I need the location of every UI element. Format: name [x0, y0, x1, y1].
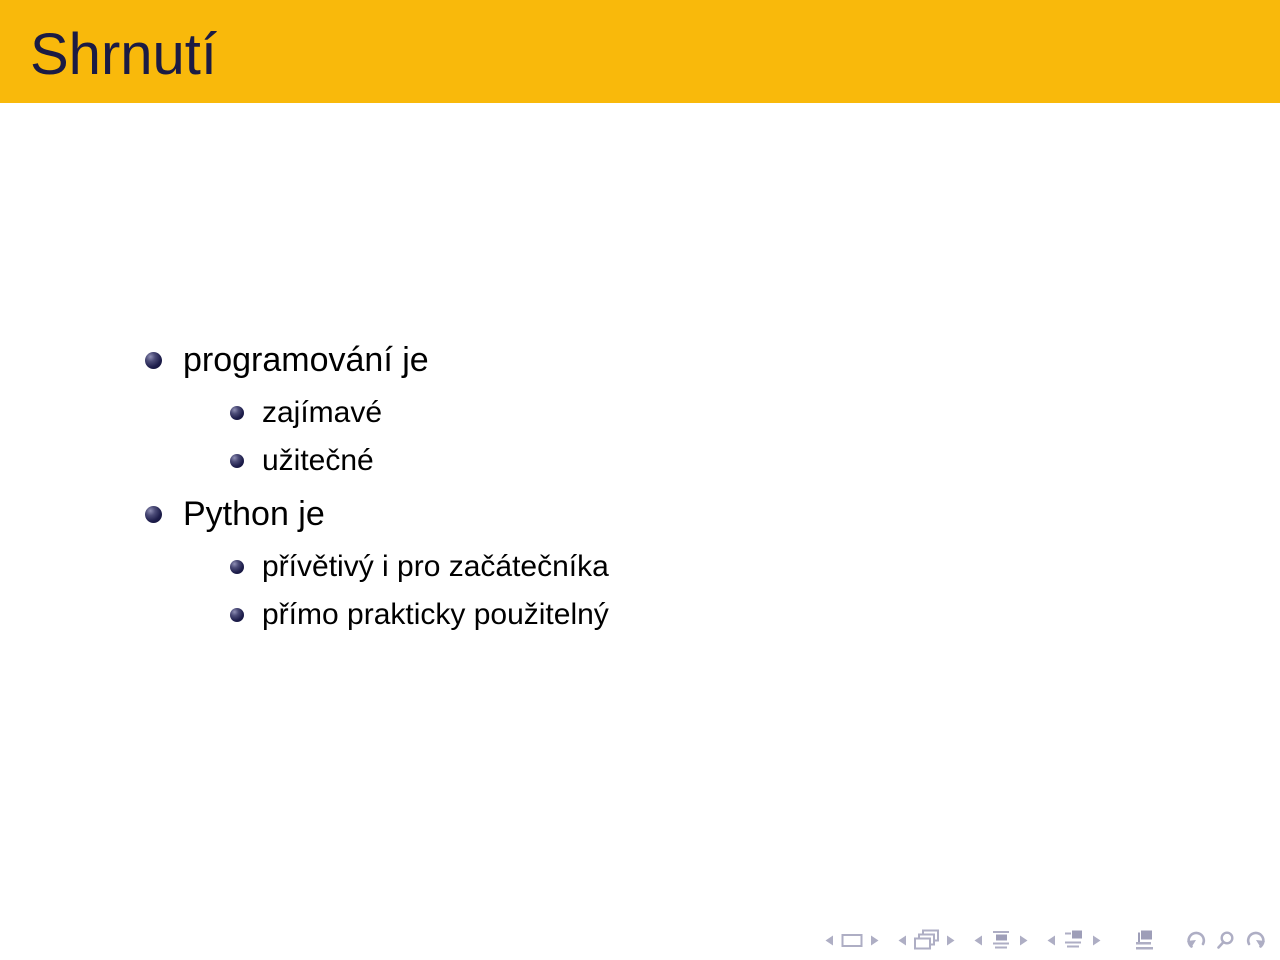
- list-item-label: zajímavé: [262, 396, 383, 429]
- list-item: [230, 543, 609, 591]
- next-section-arrow-icon[interactable]: [1092, 934, 1102, 947]
- bullet-icon: [230, 608, 244, 622]
- frames-icon[interactable]: [913, 929, 940, 951]
- back-icon[interactable]: [1186, 931, 1210, 950]
- subsection-navigation: [973, 930, 1029, 950]
- list-item: [230, 591, 609, 639]
- next-slide-arrow-icon[interactable]: [870, 934, 880, 947]
- page-title: Shrnutí: [30, 22, 217, 87]
- list-item-label: Python je: [183, 494, 325, 533]
- bullet-icon: [145, 352, 162, 369]
- prev-frame-arrow-icon[interactable]: [897, 934, 907, 947]
- list-item-label: užitečné: [262, 444, 374, 477]
- bullet-icon: [230, 560, 244, 574]
- section-icon[interactable]: [1062, 930, 1086, 950]
- search-icon[interactable]: [1216, 931, 1236, 950]
- frame-navigation: [897, 929, 956, 951]
- prev-subsection-arrow-icon[interactable]: [973, 934, 983, 947]
- slide-navigation: [824, 932, 880, 949]
- appendix-navigation: [1132, 930, 1156, 951]
- subsection-icon[interactable]: [989, 930, 1013, 950]
- list-item: [145, 336, 609, 384]
- section-navigation: [1046, 930, 1102, 950]
- prev-section-arrow-icon[interactable]: [1046, 934, 1056, 947]
- list-item-label: přívětivý i pro začátečníka: [262, 550, 609, 583]
- list-item-label: programování je: [183, 340, 429, 379]
- next-frame-arrow-icon[interactable]: [946, 934, 956, 947]
- bullet-icon: [145, 506, 162, 523]
- appendix-icon[interactable]: [1132, 930, 1156, 951]
- list-item: [230, 389, 609, 437]
- history-search-group: [1186, 931, 1266, 950]
- forward-icon[interactable]: [1242, 931, 1266, 950]
- beamer-navigation-bar: [824, 929, 1266, 951]
- prev-slide-arrow-icon[interactable]: [824, 934, 834, 947]
- next-subsection-arrow-icon[interactable]: [1019, 934, 1029, 947]
- list-item-label: přímo prakticky použitelný: [262, 598, 609, 631]
- list-item: [145, 490, 609, 538]
- bullet-icon: [230, 454, 244, 468]
- bullet-icon: [230, 406, 244, 420]
- bullet-list: [145, 336, 609, 639]
- list-item: [230, 437, 609, 485]
- frametitle-bar: [0, 0, 1280, 103]
- slide-icon[interactable]: [840, 932, 864, 949]
